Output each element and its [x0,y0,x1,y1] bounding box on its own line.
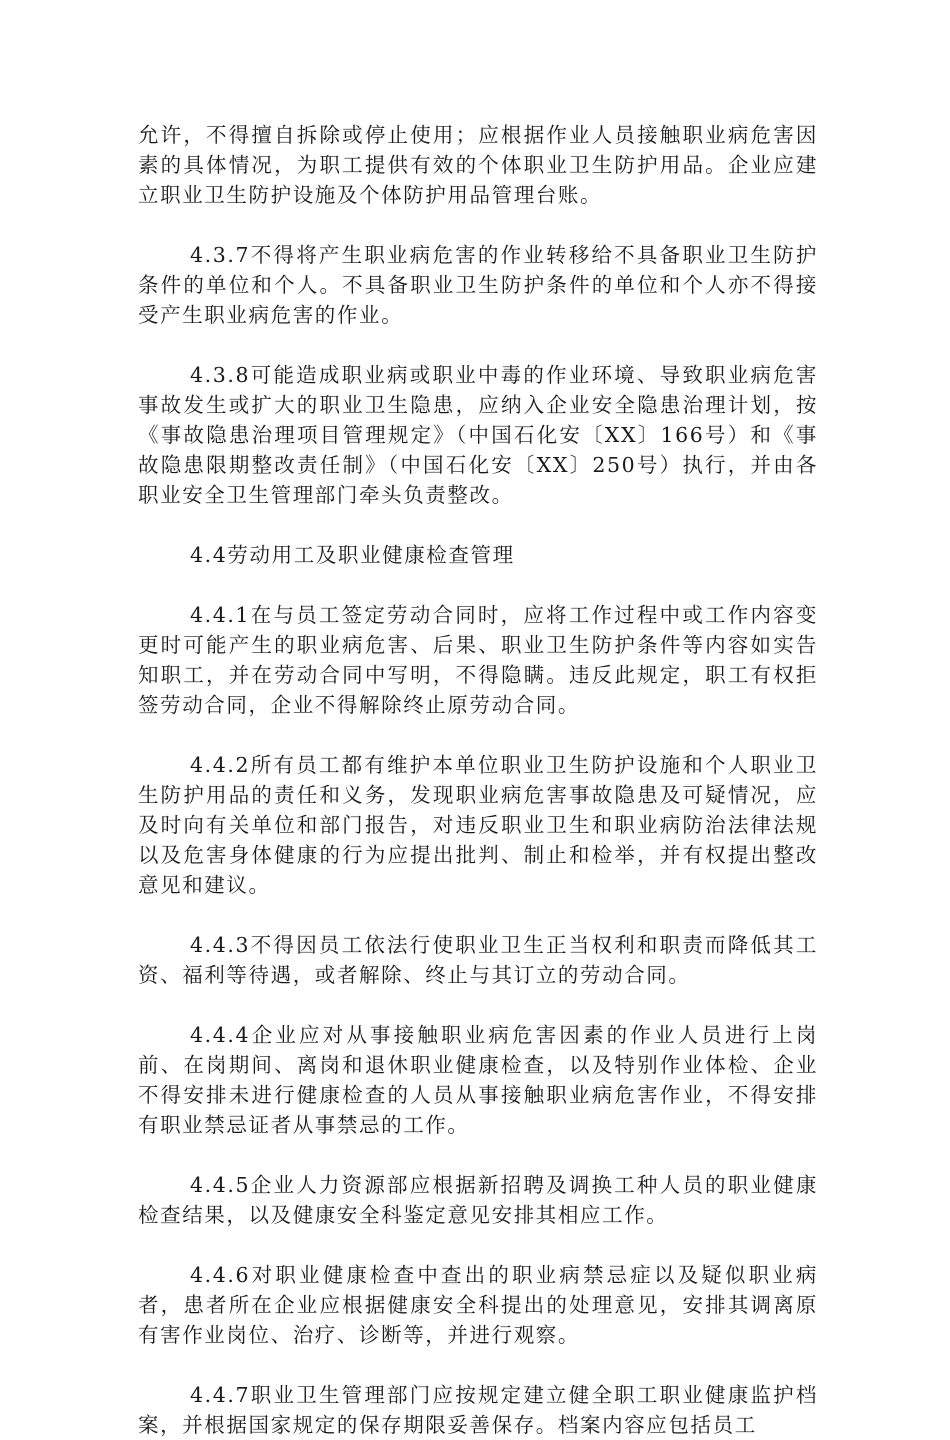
section-heading-4-4: 4.4劳动用工及职业健康检查管理 [190,543,515,567]
paragraph-4-4-1: 4.4.1在与员工签定劳动合同时，应将工作过程中或工作内容变更时可能产生的职业病危害、后果、职业卫生防护条件等内容如实告知职工，并在劳动合同中写明，不得隐瞒。违反此规定，职工有权拒签劳动合同，企业不得解除终止原劳动合同。 [138,603,818,717]
paragraph-4-4-5: 4.4.5企业人力资源部应根据新招聘及调换工种人员的职业健康检查结果，以及健康安全科鉴定意见安排其相应工作。 [138,1173,818,1227]
document-body [138,120,818,1440]
paragraph-4-4-4: 4.4.4企业应对从事接触职业病危害因素的作业人员进行上岗前、在岗期间、离岗和退休职业健康检查，以及特别作业体检、企业不得安排未进行健康检查的人员从事接触职业病危害作业，不得安排有职业禁忌证者从事禁忌的工作。 [138,1023,818,1137]
paragraph-4-4-3: 4.4.3不得因员工依法行使职业卫生正当权利和职责而降低其工资、福利等待遇，或者解除、终止与其订立的劳动合同。 [138,933,818,987]
paragraph-4-3-8: 4.3.8可能造成职业病或职业中毒的作业环境、导致职业病危害事故发生或扩大的职业卫生隐患，应纳入企业安全隐患治理计划，按《事故隐患治理项目管理规定》（中国石化安〔XX〕166号）和《事故隐患限期整改责任制》（中国石化安〔XX〕250号）执行，并由各职业安全卫生管理部门牵头负责整改。 [138,363,818,507]
paragraph-4-4-7: 4.4.7职业卫生管理部门应按规定建立健全职工职业健康监护档案，并根据国家规定的保存期限妥善保存。档案内容应包括员工 [138,1383,818,1437]
paragraph-4-3-7: 4.3.7不得将产生职业病危害的作业转移给不具备职业卫生防护条件的单位和个人。不具备职业卫生防护条件的单位和个人亦不得接受产生职业病危害的作业。 [138,243,818,327]
paragraph-continuation: 允许，不得擅自拆除或停止使用；应根据作业人员接触职业病危害因素的具体情况，为职工提供有效的个体职业卫生防护用品。企业应建立职业卫生防护设施及个体防护用品管理台账。 [138,123,818,207]
paragraph-4-4-6: 4.4.6对职业健康检查中查出的职业病禁忌症以及疑似职业病者，患者所在企业应根据健康安全科提出的处理意见，安排其调离原有害作业岗位、治疗、诊断等，并进行观察。 [138,1263,818,1347]
paragraph-4-4-2: 4.4.2所有员工都有维护本单位职业卫生防护设施和个人职业卫生防护用品的责任和义务，发现职业病危害事故隐患及可疑情况，应及时向有关单位和部门报告，对违反职业卫生和职业病防治法律法规以及危害身体健康的行为应提出批判、制止和检举，并有权提出整改意见和建议。 [138,753,818,897]
